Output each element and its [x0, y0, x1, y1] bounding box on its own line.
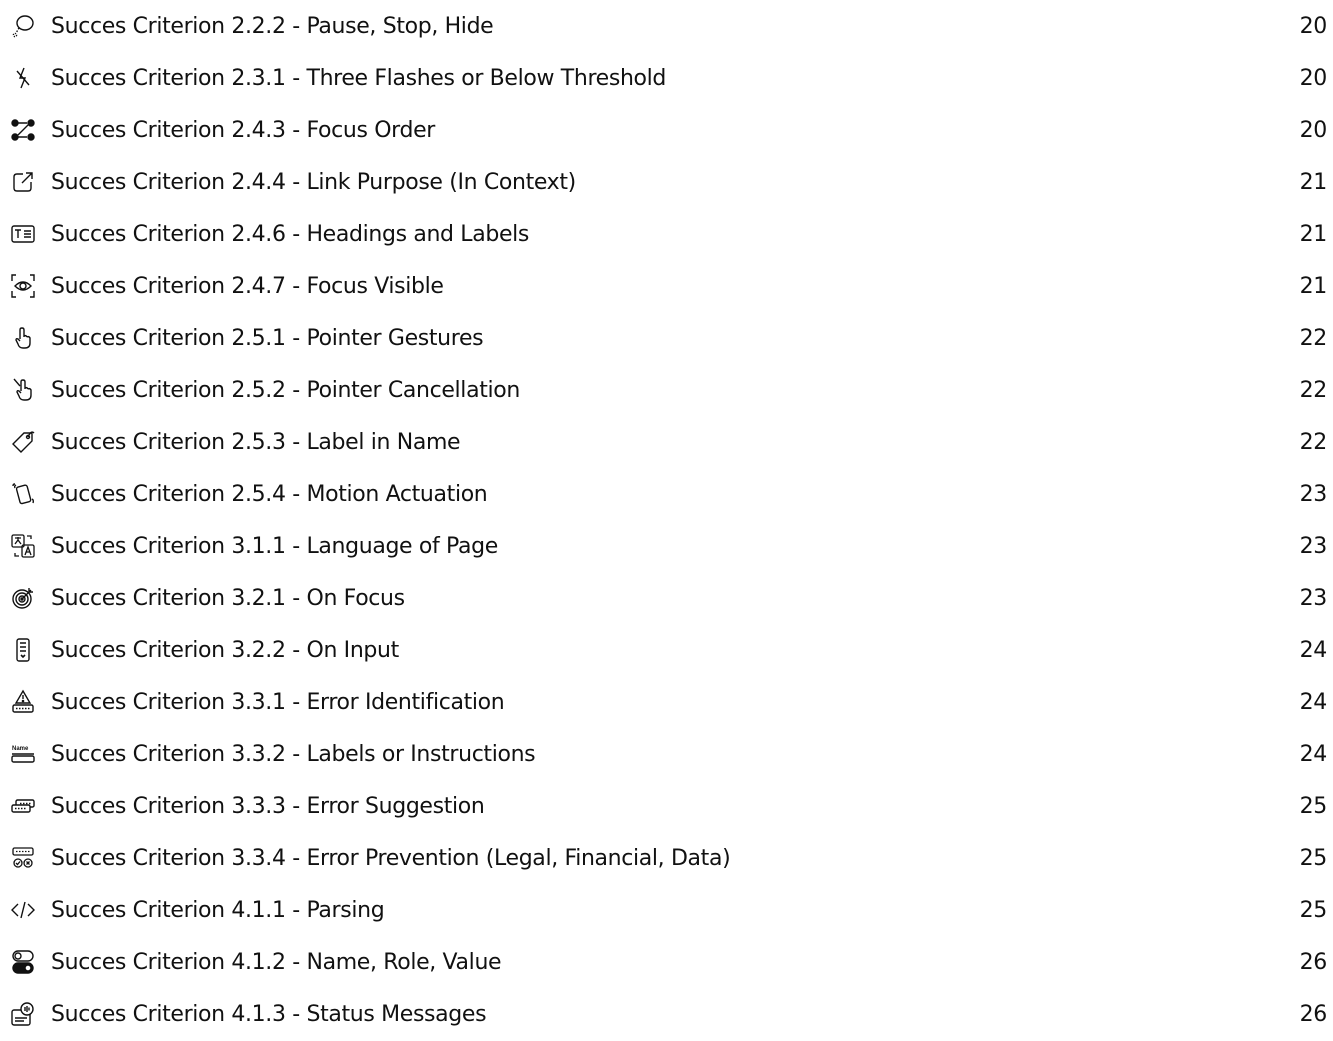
toc-entry[interactable]: [0, 365, 1333, 417]
toc-entry-label: Succes Criterion 3.2.1 - On Focus: [51, 586, 405, 611]
toc-entry-label: Succes Criterion 3.3.2 - Labels or Instructions: [51, 742, 536, 767]
confirm-cancel-icon: [10, 845, 36, 871]
toc-entry-page: 25: [1299, 794, 1327, 819]
toc-entry-page: 26: [1299, 950, 1327, 975]
toc-entry[interactable]: [0, 469, 1333, 521]
toc-entry-page: 25: [1299, 846, 1327, 871]
toc-entry-page: 22: [1299, 430, 1327, 455]
input-list-icon: [10, 637, 36, 663]
toc-entry-label: Succes Criterion 2.4.3 - Focus Order: [51, 118, 435, 143]
speech-bubble-icon: [10, 13, 36, 39]
toc-entry-label: Succes Criterion 3.3.4 - Error Prevention (Legal, Financial, Data): [51, 846, 731, 871]
toc-entry[interactable]: [0, 729, 1333, 781]
toc-entry-page: 23: [1299, 586, 1327, 611]
toc-entry-page: 24: [1299, 742, 1327, 767]
toc-entry-page: 23: [1299, 534, 1327, 559]
name-field-icon: [10, 741, 36, 767]
suggestion-field-icon: [10, 793, 36, 819]
toc-entry-label: Succes Criterion 2.5.1 - Pointer Gestures: [51, 326, 484, 351]
flash-off-icon: [10, 65, 36, 91]
toc-entry-label: Succes Criterion 2.4.6 - Headings and Labels: [51, 222, 530, 247]
toc-entry[interactable]: [0, 885, 1333, 937]
toc-entry[interactable]: [0, 313, 1333, 365]
toc-entry[interactable]: [0, 53, 1333, 105]
toc-entry[interactable]: [0, 989, 1333, 1041]
toc-entry-label: Succes Criterion 3.2.2 - On Input: [51, 638, 399, 663]
heading-text-icon: [10, 221, 36, 247]
toc-entry-page: 20: [1299, 118, 1327, 143]
toc-entry-label: Succes Criterion 4.1.2 - Name, Role, Value: [51, 950, 502, 975]
toc-entry[interactable]: [0, 781, 1333, 833]
toc-entry[interactable]: [0, 105, 1333, 157]
toc-entry-label: Succes Criterion 2.4.4 - Link Purpose (In Context): [51, 170, 576, 195]
toc-entry-page: 22: [1299, 378, 1327, 403]
toc-entry-label: Succes Criterion 2.2.2 - Pause, Stop, Hide: [51, 14, 494, 39]
toc-entry-label: Succes Criterion 2.5.2 - Pointer Cancellation: [51, 378, 520, 403]
toc-entry-page: 23: [1299, 482, 1327, 507]
code-icon: [10, 897, 36, 923]
toc-entry-label: Succes Criterion 4.1.1 - Parsing: [51, 898, 385, 923]
toc-entry[interactable]: [0, 573, 1333, 625]
toc-entry-page: 21: [1299, 170, 1327, 195]
external-link-icon: [10, 169, 36, 195]
toc-entry[interactable]: [0, 261, 1333, 313]
toc-entry[interactable]: [0, 677, 1333, 729]
target-icon: [10, 585, 36, 611]
focus-order-icon: [10, 117, 36, 143]
pointer-hand-icon: [10, 325, 36, 351]
toc-entry-page: 24: [1299, 638, 1327, 663]
toc-entry-label: Succes Criterion 2.4.7 - Focus Visible: [51, 274, 444, 299]
toc-entry[interactable]: [0, 833, 1333, 885]
toc-entry-page: 24: [1299, 690, 1327, 715]
toc-entry-page: 21: [1299, 222, 1327, 247]
toc-entry[interactable]: [0, 521, 1333, 573]
svg-text:Name: Name: [12, 746, 29, 752]
status-message-icon: [10, 1001, 36, 1027]
toc-entry-page: 20: [1299, 66, 1327, 91]
toc-entry-label: Succes Criterion 2.3.1 - Three Flashes or Below Threshold: [51, 66, 667, 91]
toc-entry-label: Succes Criterion 2.5.4 - Motion Actuation: [51, 482, 488, 507]
focus-eye-icon: [10, 273, 36, 299]
toc-entry-page: 22: [1299, 326, 1327, 351]
shake-phone-icon: [10, 481, 36, 507]
toc-entry[interactable]: [0, 417, 1333, 469]
toc-entry-label: Succes Criterion 3.1.1 - Language of Page: [51, 534, 498, 559]
warning-field-icon: [10, 689, 36, 715]
toc-entry-label: Succes Criterion 4.1.3 - Status Messages: [51, 1002, 487, 1027]
toc-entry[interactable]: [0, 625, 1333, 677]
toc-entry[interactable]: [0, 937, 1333, 989]
toc-entry[interactable]: [0, 157, 1333, 209]
toc-entry-page: 25: [1299, 898, 1327, 923]
toc-entry-page: 26: [1299, 1002, 1327, 1027]
toc-entry-label: Succes Criterion 3.3.3 - Error Suggestion: [51, 794, 485, 819]
toggle-icon: [10, 949, 36, 975]
translate-icon: [10, 533, 36, 559]
toc-entry-page: 20: [1299, 14, 1327, 39]
pointer-cancel-icon: [10, 377, 36, 403]
toc-entry[interactable]: [0, 209, 1333, 261]
toc-entry-page: 21: [1299, 274, 1327, 299]
toc-entry-label: Succes Criterion 2.5.3 - Label in Name: [51, 430, 461, 455]
toc-entry[interactable]: [0, 1, 1333, 53]
toc-entry-label: Succes Criterion 3.3.1 - Error Identification: [51, 690, 505, 715]
label-tag-icon: [10, 429, 36, 455]
